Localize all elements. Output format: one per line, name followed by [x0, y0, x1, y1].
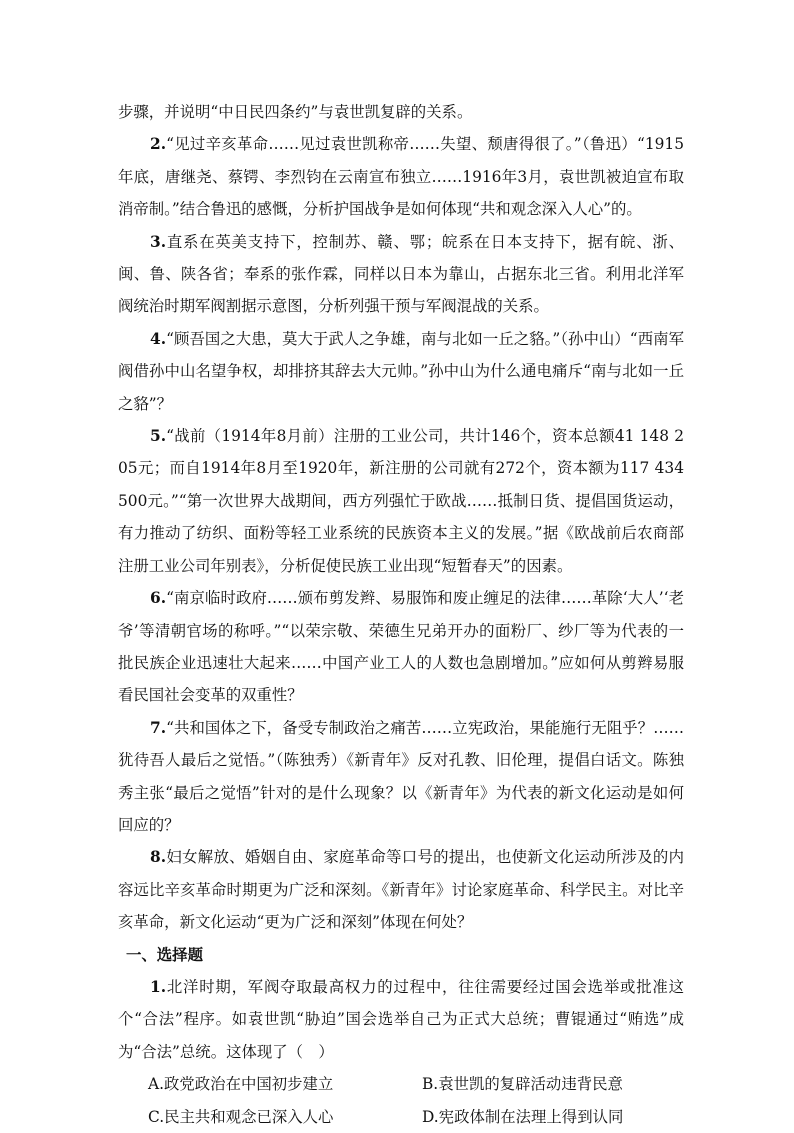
question-text: “战前（1914年8月前）注册的工业公司，共计146个，资本总额41 148 205元；而自1914年8月至1920年，新注册的公司就有272个，资本额为117 434 500元。”“第一次世界大战期间，西方列强忙于欧战……抵制日货、提倡国货运动，有力推动了纺织、面粉等轻工业系统的民族资本主义的发展。”据《欧战前后农商部注册工业公司年别表》，分析促使民族工业出现“短暂春天”的因素。	[118, 427, 684, 575]
question-number: 6.	[150, 589, 167, 608]
question-text: “见过辛亥革命……见过袁世凯称帝……失望、颓唐得很了。”（鲁迅）“1915年底，唐继尧、蔡锷、李烈钧在云南宣布独立……1916年3月，袁世凯被迫宣布取消帝制。”结合鲁迅的感慨，分析护国战争是如何体现“共和观念深入人心”的。	[118, 135, 684, 219]
option-a: A.政党政治在中国初步建立	[148, 1075, 334, 1094]
intro-continuation: 步骤，并说明“中日民四条约”与袁世凯复辟的关系。	[118, 103, 473, 121]
question-number: 4.	[150, 329, 167, 348]
question-text: “顾吾国之大患，莫大于武人之争雄，南与北如一丘之貉。”（孙中山）“西南军阀借孙中山名望争权，却排挤其辞去大元帅。”孙中山为什么通电痛斥“南与北如一丘之貉”？	[118, 329, 684, 413]
option-b: B.袁世凯的复辟活动违背民意	[422, 1075, 623, 1094]
section-heading: 一、选择题	[126, 945, 203, 964]
question-number: 2.	[150, 135, 167, 154]
question-number: 5.	[150, 427, 167, 446]
question-6	[118, 582, 684, 712]
question-5	[118, 420, 684, 582]
question-4	[118, 323, 684, 420]
question-8	[118, 841, 684, 938]
question-stem: 北洋时期，军阀夺取最高权力的过程中，往往需要经过国会选举或批准这个“合法”程序。如袁世凯“胁迫”国会选举自己为正式大总统；曹锟通过“贿选”成为“合法”总统。这体现了（ ）	[118, 977, 684, 1061]
question-number: 8.	[150, 848, 167, 867]
question-text: “共和国体之下，备受专制政治之痛苦……立宪政治，果能施行无阻乎？……犹待吾人最后之觉悟。”（陈独秀）《新青年》反对孔教、旧伦理，提倡白话文。陈独秀主张“最后之觉悟”针对的是什么现象？以《新青年》为代表的新文化运动是如何回应的？	[118, 718, 684, 834]
question-number: 3.	[150, 232, 167, 251]
question-number: 1.	[150, 977, 167, 996]
question-text: 直系在英美支持下，控制苏、赣、鄂；皖系在日本支持下，据有皖、浙、闽、鲁、陕各省；奉系的张作霖，同样以日本为靠山，占据东北三省。利用北洋军阀统治时期军阀割据示意图，分析列强干预与军阀混战的关系。	[118, 232, 684, 316]
mcq-question-1	[118, 971, 684, 1068]
question-text: 妇女解放、婚姻自由、家庭革命等口号的提出，也使新文化运动所涉及的内容远比辛亥革命时期更为广泛和深刻。《新青年》讨论家庭革命、科学民主。对比辛亥革命，新文化运动“更为广泛和深刻”体现在何处？	[118, 848, 684, 932]
option-c: C.民主共和观念已深入人心	[148, 1107, 334, 1126]
question-number: 7.	[150, 718, 167, 737]
question-text: “南京临时政府……颁布剪发辫、易服饰和废止缠足的法律……革除‘大人’‘老爷’等清朝官场的称呼。”“以荣宗敬、荣德生兄弟开办的面粉厂、纱厂等为代表的一批民族企业迅速壮大起来……中国产业工人的人数也急剧增加。”应如何从剪辫易服看民国社会变革的双重性？	[118, 589, 684, 705]
option-d: D.宪政体制在法理上得到认同	[422, 1107, 624, 1126]
document-body	[118, 96, 684, 1132]
question-3	[118, 226, 684, 323]
question-2	[118, 128, 684, 225]
question-7	[118, 712, 684, 842]
